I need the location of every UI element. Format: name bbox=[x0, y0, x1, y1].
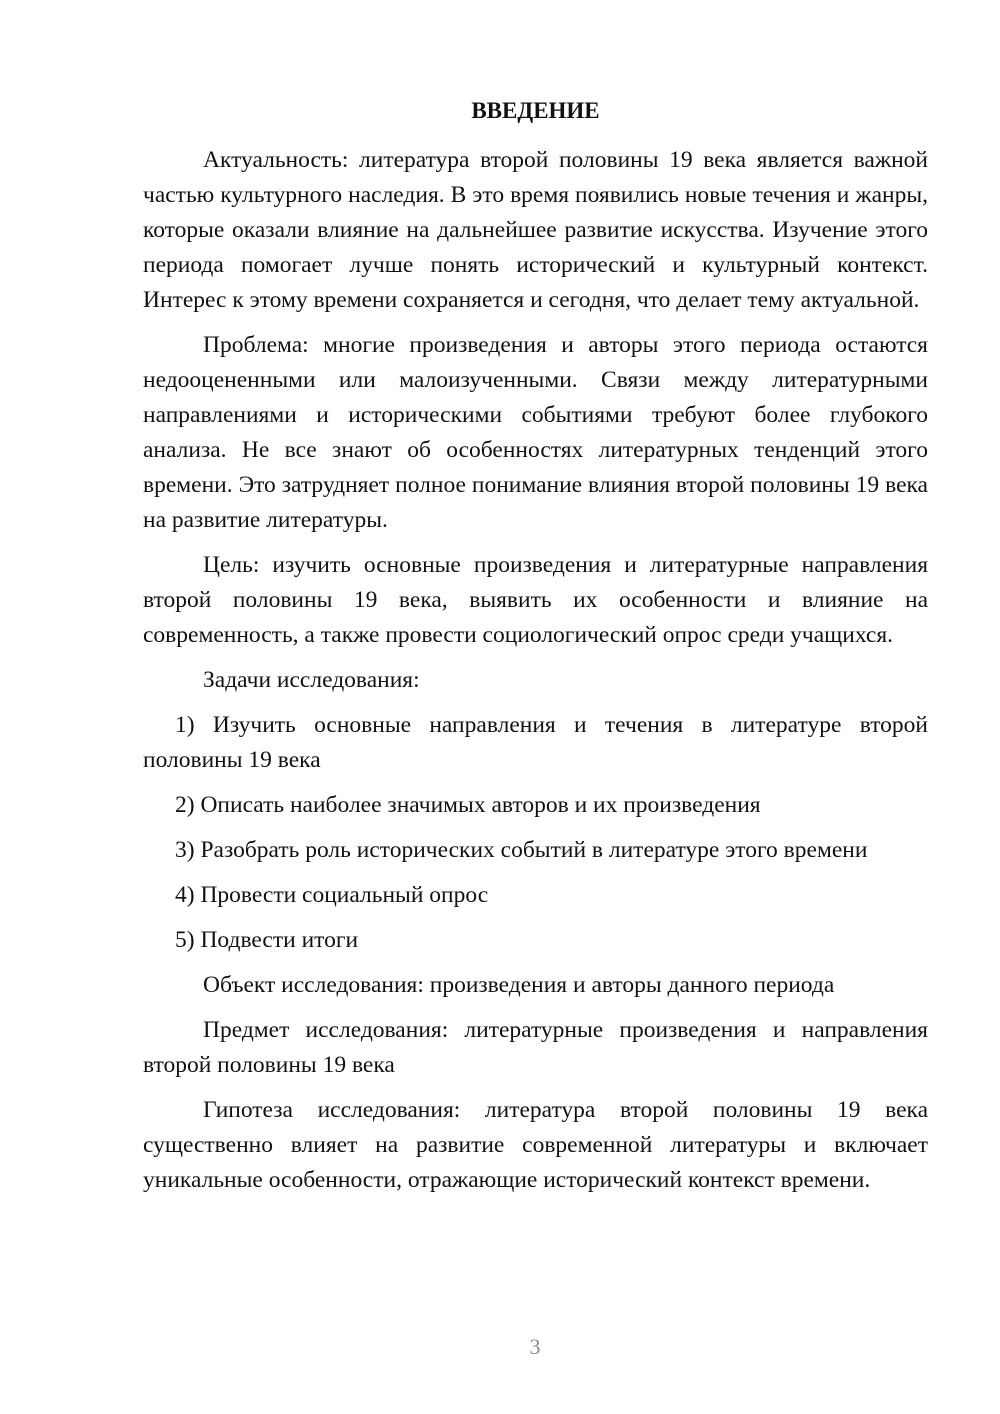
relevance-paragraph: Актуальность: литература второй половины 19 века является важной частью культурного наследия. В это время появились новые течения и жанры, которые оказали влияние на дальнейшее развитие искусства. Изучение этого периода помогает лучше понять исторический и культурный контекст. Интерес к этому времени сохраняется и сегодня, что делает тему актуальной. bbox=[143, 147, 928, 313]
research-subject-paragraph: Предмет исследования: литературные произведения и направления второй половины 19 века bbox=[143, 1017, 928, 1078]
task-item-4: 4) Провести социальный опрос bbox=[175, 882, 489, 908]
document-body bbox=[143, 143, 928, 1208]
goal-paragraph: Цель: изучить основные произведения и литературные направления второй половины 19 века, выявить их особенности и влияние на современность, а также провести социологический опрос среди учащихся. bbox=[143, 552, 928, 648]
page-title: ВВЕДЕНИЕ bbox=[471, 98, 600, 123]
tasks-heading: Задачи исследования: bbox=[203, 667, 420, 693]
task-item-1: 1) Изучить основные направления и течения в литературе второй половины 19 века bbox=[143, 712, 928, 773]
task-item-3: 3) Разобрать роль исторических событий в литературе этого времени bbox=[175, 837, 868, 863]
page-number: 3 bbox=[529, 1334, 541, 1359]
research-object-paragraph: Объект исследования: произведения и авторы данного периода bbox=[203, 972, 835, 998]
task-item-2: 2) Описать наиболее значимых авторов и их произведения bbox=[175, 792, 761, 818]
task-item-5: 5) Подвести итоги bbox=[175, 927, 359, 953]
hypothesis-paragraph: Гипотеза исследования: литература второй половины 19 века существенно влияет на развитие современной литературы и включает уникальные особенности, отражающие исторический контекст времени. bbox=[143, 1097, 928, 1193]
problem-paragraph: Проблема: многие произведения и авторы этого периода остаются недооцененными или малоизученными. Связи между литературными направлениями и историческими событиями требуют более глубокого анализа. Не все знают об особенностях литературных тенденций этого времени. Это затрудняет полное понимание влияния второй половины 19 века на развитие литературы. bbox=[143, 332, 928, 533]
